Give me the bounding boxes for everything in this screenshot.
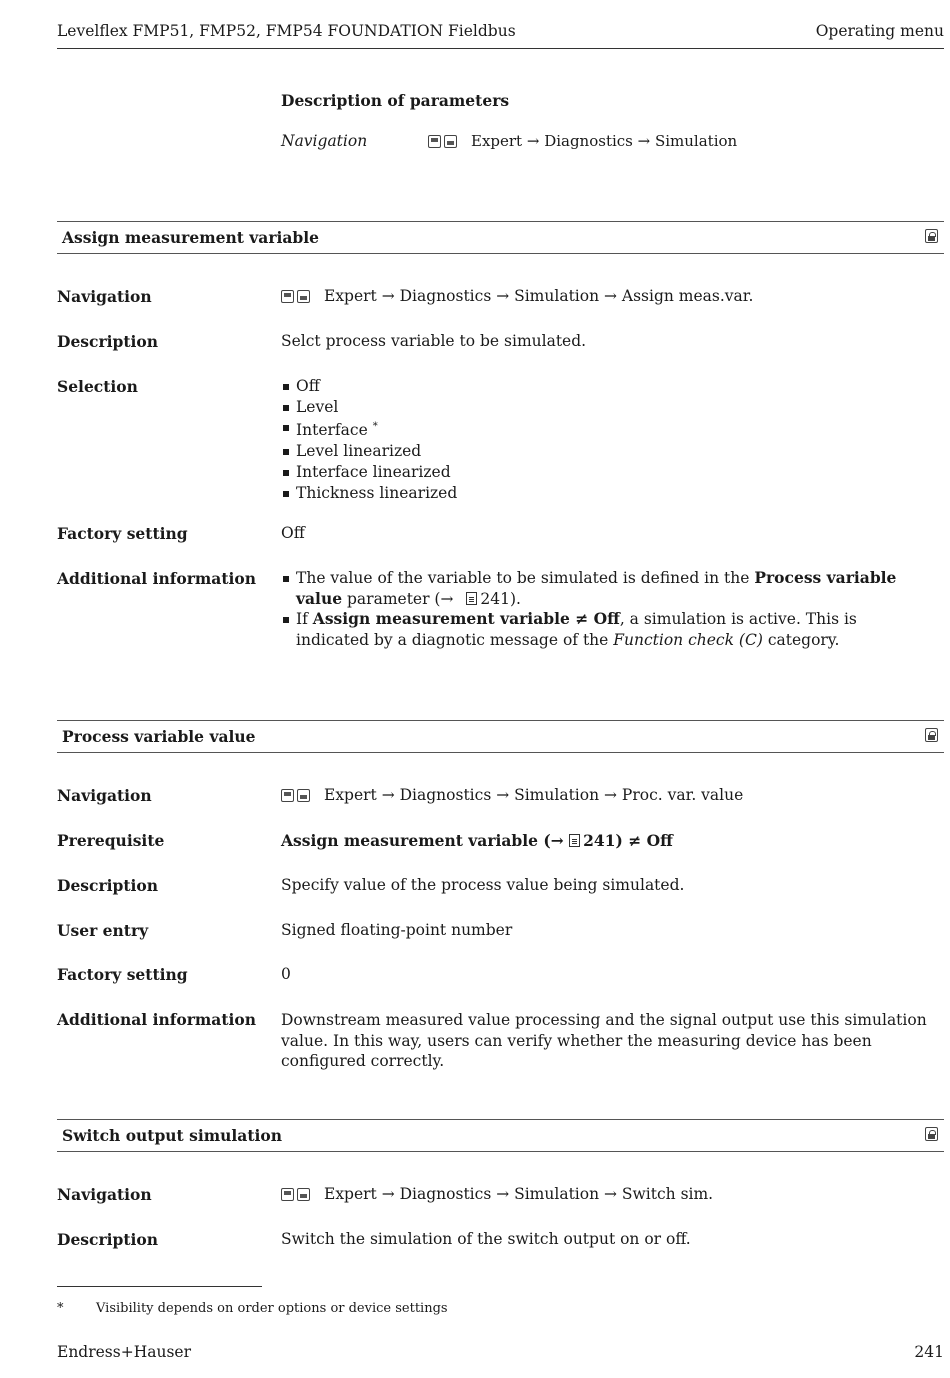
description-value: Specify value of the process value being simulated.: [281, 876, 685, 894]
factory-setting-value: 0: [281, 965, 291, 983]
header-rule: [57, 48, 944, 49]
user-entry-label: User entry: [57, 921, 149, 940]
param-header-process-variable-value: [57, 720, 944, 753]
process-variable-value-link-text: Process variable value: [296, 568, 897, 608]
selection-list: [281, 376, 457, 503]
description-of-parameters-heading: Description of parameters: [281, 91, 510, 110]
info-bold-text: Assign measurement variable ≠ Off: [312, 609, 620, 629]
param-title: Switch output simulation: [62, 1126, 282, 1145]
header-document-title: Levelflex FMP51, FMP52, FMP54 FOUNDATION Fieldbus: [57, 22, 516, 40]
prerequisite-value: [281, 831, 673, 850]
user-entry-value: Signed floating-point number: [281, 921, 513, 939]
footer-company: Endress+Hauser: [57, 1343, 191, 1361]
info-text: If: [296, 610, 313, 629]
device-nav-icons: [281, 789, 310, 802]
selection-item: Off: [281, 376, 457, 397]
selection-item: Thickness linearized: [281, 483, 457, 504]
footnote: [57, 1301, 448, 1316]
additional-information-label: Additional information: [57, 1010, 257, 1029]
factory-setting-label: Factory setting: [57, 524, 188, 543]
param-title: Process variable value: [62, 727, 256, 746]
footer-page-number: 241: [914, 1343, 944, 1361]
navigation-label: Navigation: [57, 1185, 152, 1204]
page-reference-icon: [466, 592, 477, 605]
description-label: Description: [57, 876, 159, 895]
description-value: Selct process variable to be simulated.: [281, 332, 587, 350]
prerequisite-text: Assign measurement variable (→: [281, 831, 570, 850]
page-reference-icon: [569, 834, 580, 847]
visibility-footnote-mark: *: [372, 421, 378, 433]
device-nav-icons: [281, 1188, 310, 1201]
footnote-mark: *: [57, 1301, 64, 1316]
additional-information-value: Downstream measured value processing and the signal output use this simulation value. In this way, users can verify whether the measuring device has been configured correctly.: [281, 1011, 927, 1071]
operating-tool-icon: [297, 789, 310, 802]
intro-navigation: [428, 132, 737, 150]
write-protection-icon: [925, 229, 938, 243]
info-text: category.: [762, 631, 840, 650]
selection-item: Level linearized: [281, 441, 457, 462]
selection-item-text: Interface: [296, 421, 368, 440]
navigation-value: [281, 786, 743, 804]
navigation-value: [281, 287, 753, 305]
intro-navigation-path: Expert → Diagnostics → Simulation: [471, 132, 738, 150]
additional-info-item: [281, 568, 921, 609]
info-text: parameter (→: [342, 589, 459, 608]
navigation-path: Expert → Diagnostics → Simulation → Assign meas.var.: [324, 287, 754, 305]
selection-item: Interface linearized: [281, 462, 457, 483]
display-operation-icon: [281, 789, 294, 802]
info-text: The value of the variable to be simulated is defined in the: [296, 569, 755, 587]
navigation-path: Expert → Diagnostics → Simulation → Proc. var. value: [324, 786, 744, 804]
navigation-value: [281, 1185, 713, 1203]
footnote-rule: [57, 1286, 262, 1287]
info-text: , a simulation is active. This is indicated by a diagnotic message of the: [296, 610, 857, 650]
navigation-label: Navigation: [57, 786, 152, 805]
description-label: Description: [57, 332, 159, 351]
prerequisite-label: Prerequisite: [57, 831, 165, 850]
description-label: Description: [57, 1230, 159, 1249]
additional-information-label: Additional information: [57, 569, 257, 588]
param-header-assign-measurement-variable: [57, 221, 944, 254]
display-operation-icon: [281, 290, 294, 303]
param-header-switch-output-simulation: [57, 1119, 944, 1152]
intro-navigation-label: Navigation: [281, 132, 368, 150]
write-protection-icon: [925, 1127, 938, 1141]
param-title: Assign measurement variable: [62, 228, 320, 247]
display-operation-icon: [281, 1188, 294, 1201]
selection-item: [281, 417, 457, 441]
device-nav-icons: [281, 290, 310, 303]
write-protection-icon: [925, 728, 938, 742]
description-value: Switch the simulation of the switch output on or off.: [281, 1230, 691, 1248]
navigation-label: Navigation: [57, 287, 152, 306]
operating-tool-icon: [444, 135, 457, 148]
additional-info-item: [281, 609, 921, 650]
footnote-text: Visibility depends on order options or device settings: [96, 1301, 448, 1316]
additional-information-list: [281, 568, 921, 651]
operating-tool-icon: [297, 1188, 310, 1201]
device-nav-icons: [428, 135, 457, 148]
header-section-name: Operating menu: [815, 22, 944, 40]
page-reference[interactable]: 241).: [480, 589, 521, 608]
operating-tool-icon: [297, 290, 310, 303]
info-italic-text: Function check (C): [613, 631, 763, 650]
selection-item: Level: [281, 397, 457, 418]
display-operation-icon: [428, 135, 441, 148]
factory-setting-label: Factory setting: [57, 965, 188, 984]
navigation-path: Expert → Diagnostics → Simulation → Switch sim.: [324, 1185, 714, 1203]
selection-label: Selection: [57, 377, 138, 396]
prerequisite-page-reference[interactable]: 241) ≠ Off: [583, 831, 673, 850]
factory-setting-value: Off: [281, 524, 305, 542]
